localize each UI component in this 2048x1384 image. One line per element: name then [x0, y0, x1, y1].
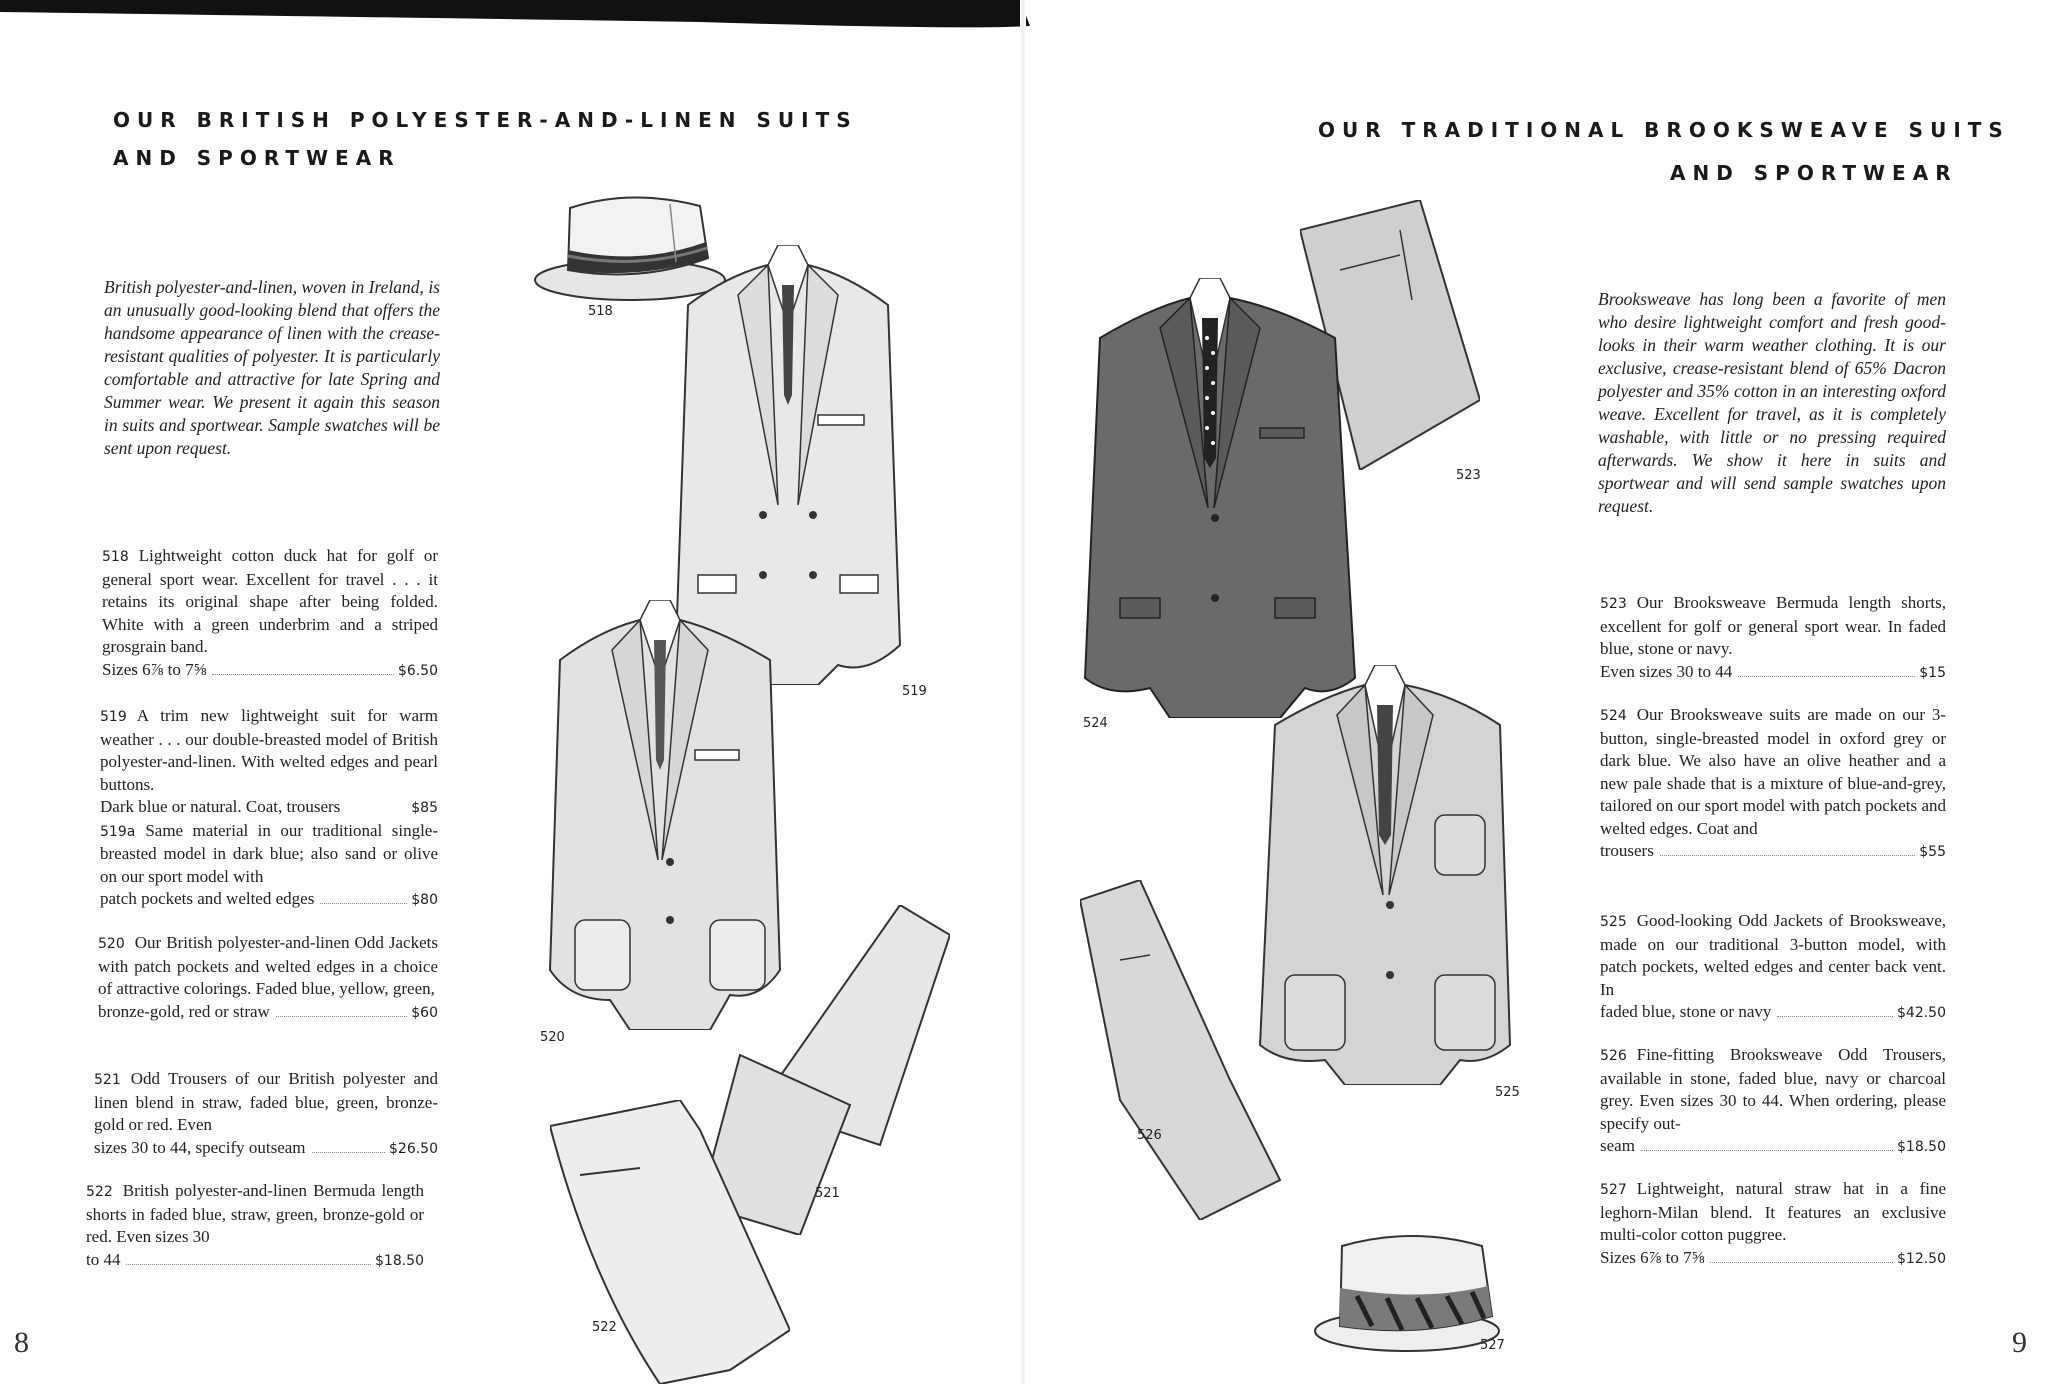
- item-detail: sizes 30 to 44, specify outseam: [94, 1137, 306, 1157]
- dot-leader: [312, 1152, 385, 1153]
- item-525: [1600, 910, 1946, 1025]
- right-heading-line1: OUR TRADITIONAL BROOKSWEAVE SUITS: [1318, 118, 2010, 142]
- item-detail: Dark blue or natural. Coat, trousers: [100, 797, 341, 816]
- item-520: [98, 932, 438, 1024]
- figure-label-520: 520: [540, 1030, 565, 1045]
- item-526: [1600, 1044, 1946, 1159]
- item-price: $26.50: [389, 1140, 438, 1157]
- figure-label-527: 527: [1480, 1338, 1505, 1353]
- item-527: [1600, 1178, 1946, 1270]
- item-number: 526: [1600, 1048, 1627, 1064]
- item-number: 521: [94, 1072, 121, 1088]
- page-edge-shadow: [0, 0, 1040, 30]
- book-gutter: [1020, 0, 1026, 1384]
- left-heading-line1: OUR BRITISH POLYESTER-AND-LINEN SUITS: [113, 108, 858, 132]
- item-price: $18.50: [375, 1252, 424, 1269]
- figure-label-524: 524: [1083, 716, 1108, 731]
- item-number: 523: [1600, 596, 1627, 612]
- item-price: $80: [411, 892, 438, 908]
- dot-leader: [126, 1264, 371, 1265]
- dot-leader: [1660, 855, 1915, 856]
- figure-label-526: 526: [1137, 1128, 1162, 1143]
- right-heading-line2: AND SPORTWEAR: [1670, 161, 1958, 185]
- item-number: 519a: [100, 823, 136, 840]
- item-number: 519: [100, 709, 127, 725]
- dot-leader: [1777, 1016, 1893, 1017]
- item-description: Fine-fitting Brooksweave Odd Trousers, available in stone, faded blue, navy or charcoal grey. Even sizes 30 to 44. When ordering, please specify out-: [1600, 1045, 1946, 1133]
- dot-leader: [212, 674, 394, 675]
- figure-label-521: 521: [815, 1186, 840, 1201]
- item-description: A trim new lightweight suit for warm weather . . . our double-breasted model of British polyester-and-linen. With welted edges and pearl buttons.: [100, 706, 438, 794]
- straw-hat-illustration: [1312, 1226, 1522, 1356]
- item-description: Good-looking Odd Jackets of Brooksweave, made on our traditional 3-button model, with patch pockets, welted edges and center back vent. In: [1600, 911, 1946, 999]
- item-description: British polyester-and-linen Bermuda length shorts in faded blue, straw, green, bronze-gold or red. Even sizes 30: [86, 1181, 424, 1246]
- figure-label-525: 525: [1495, 1085, 1520, 1100]
- item-price: $85: [411, 800, 438, 816]
- left-heading-line2: AND SPORTWEAR: [113, 146, 401, 170]
- item-description: Lightweight, natural straw hat in a fine leghorn-Milan blend. It features an exclusive multi-color cotton puggree.: [1600, 1179, 1946, 1244]
- item-number: 524: [1600, 708, 1627, 724]
- dot-leader: [1738, 676, 1915, 677]
- figure-label-518: 518: [588, 304, 613, 319]
- dot-leader: [276, 1016, 407, 1017]
- item-524: [1600, 704, 1946, 864]
- item-description: Our Brooksweave Bermuda length shorts, excellent for golf or general sport wear. In faded blue, stone or navy.: [1600, 593, 1946, 658]
- item-detail: trousers: [1600, 841, 1654, 860]
- figure-label-523: 523: [1456, 468, 1481, 483]
- item-description: Our British polyester-and-linen Odd Jackets with patch pockets and welted edges in a choice of attractive colorings. Faded blue, yellow, green,: [98, 933, 438, 998]
- dot-leader: [1641, 1150, 1893, 1151]
- item-518: [102, 545, 438, 682]
- dot-leader: [320, 903, 407, 904]
- item-523: [1600, 592, 1946, 684]
- item-sizes: Sizes 6⅞ to 7⅝: [102, 659, 207, 679]
- item-detail: patch pockets and welted edges: [100, 889, 315, 908]
- item-price: $42.50: [1897, 1005, 1946, 1021]
- page-number-right: 9: [2012, 1326, 2027, 1359]
- item-sizes: Sizes 6⅞ to 7⅝: [1600, 1247, 1705, 1267]
- item-price: $6.50: [397, 662, 438, 679]
- brooksweave-suit-illustration: [1080, 278, 1380, 718]
- item-number: 525: [1600, 914, 1627, 930]
- figure-label-522: 522: [592, 1320, 617, 1335]
- item-detail: to 44: [86, 1249, 121, 1269]
- item-price: $18.50: [1897, 1139, 1946, 1155]
- item-522: [86, 1180, 424, 1272]
- dot-leader: [1710, 1262, 1893, 1263]
- item-description: Odd Trousers of our British polyester and linen blend in straw, faded blue, green, bronze-gold or red. Even: [94, 1069, 438, 1134]
- item-521: [94, 1068, 438, 1160]
- brooksweave-odd-trousers-illustration: [1080, 880, 1300, 1220]
- item-519: [100, 705, 438, 912]
- left-intro-paragraph: British polyester-and-linen, woven in Ireland, is an unusually good-looking blend that offers the handsome appearance of linen with the crease-resistant qualities of polyester. It is particularly comfortable and attractive for late Spring and Summer wear. We present it again this season in suits and sportwear. Sample swatches will be sent upon request.: [104, 277, 440, 458]
- item-price: $60: [411, 1004, 438, 1021]
- item-detail: bronze-gold, red or straw: [98, 1001, 270, 1021]
- item-description: Lightweight cotton duck hat for golf or general sport wear. Excellent for travel . . . it retains its original shape after being folded. White with a green underbrim and a striped grosgrain band.: [102, 546, 438, 656]
- item-sizes: Even sizes 30 to 44: [1600, 661, 1733, 681]
- item-number: 527: [1600, 1182, 1627, 1198]
- right-intro-paragraph: Brooksweave has long been a favorite of men who desire lightweight comfort and fresh good-looks in their warm weather clothing. It is our exclusive, crease-resistant blend of 65% Dacron polyester and 35% cotton in an interesting oxford weave. Excellent for travel, as it is completely washable, with little or no pressing required afterwards. We show it here in suits and sportwear and will send sample swatches upon request.: [1598, 289, 1946, 516]
- item-price: $15: [1919, 664, 1946, 681]
- item-description: Same material in our traditional single-breasted model in dark blue; also sand or olive on our sport model with: [100, 820, 438, 886]
- item-description: Our Brooksweave suits are made on our 3-button, single-breasted model in oxford grey or dark blue. We also have an olive heather and a new pale shade that is a mixture of blue-and-grey, tailored on our sport model with patch pockets and welted edges. Coat and: [1600, 705, 1946, 838]
- item-number: 520: [98, 936, 125, 952]
- bermuda-shorts-illustration: [550, 1100, 790, 1384]
- item-detail: seam: [1600, 1136, 1635, 1155]
- item-price: $12.50: [1897, 1250, 1946, 1267]
- page-number-left: 8: [14, 1326, 29, 1359]
- figure-label-519: 519: [902, 684, 927, 699]
- item-number: 518: [102, 549, 129, 565]
- item-detail: faded blue, stone or navy: [1600, 1002, 1772, 1021]
- item-number: 522: [86, 1184, 113, 1200]
- item-price: $55: [1919, 844, 1946, 860]
